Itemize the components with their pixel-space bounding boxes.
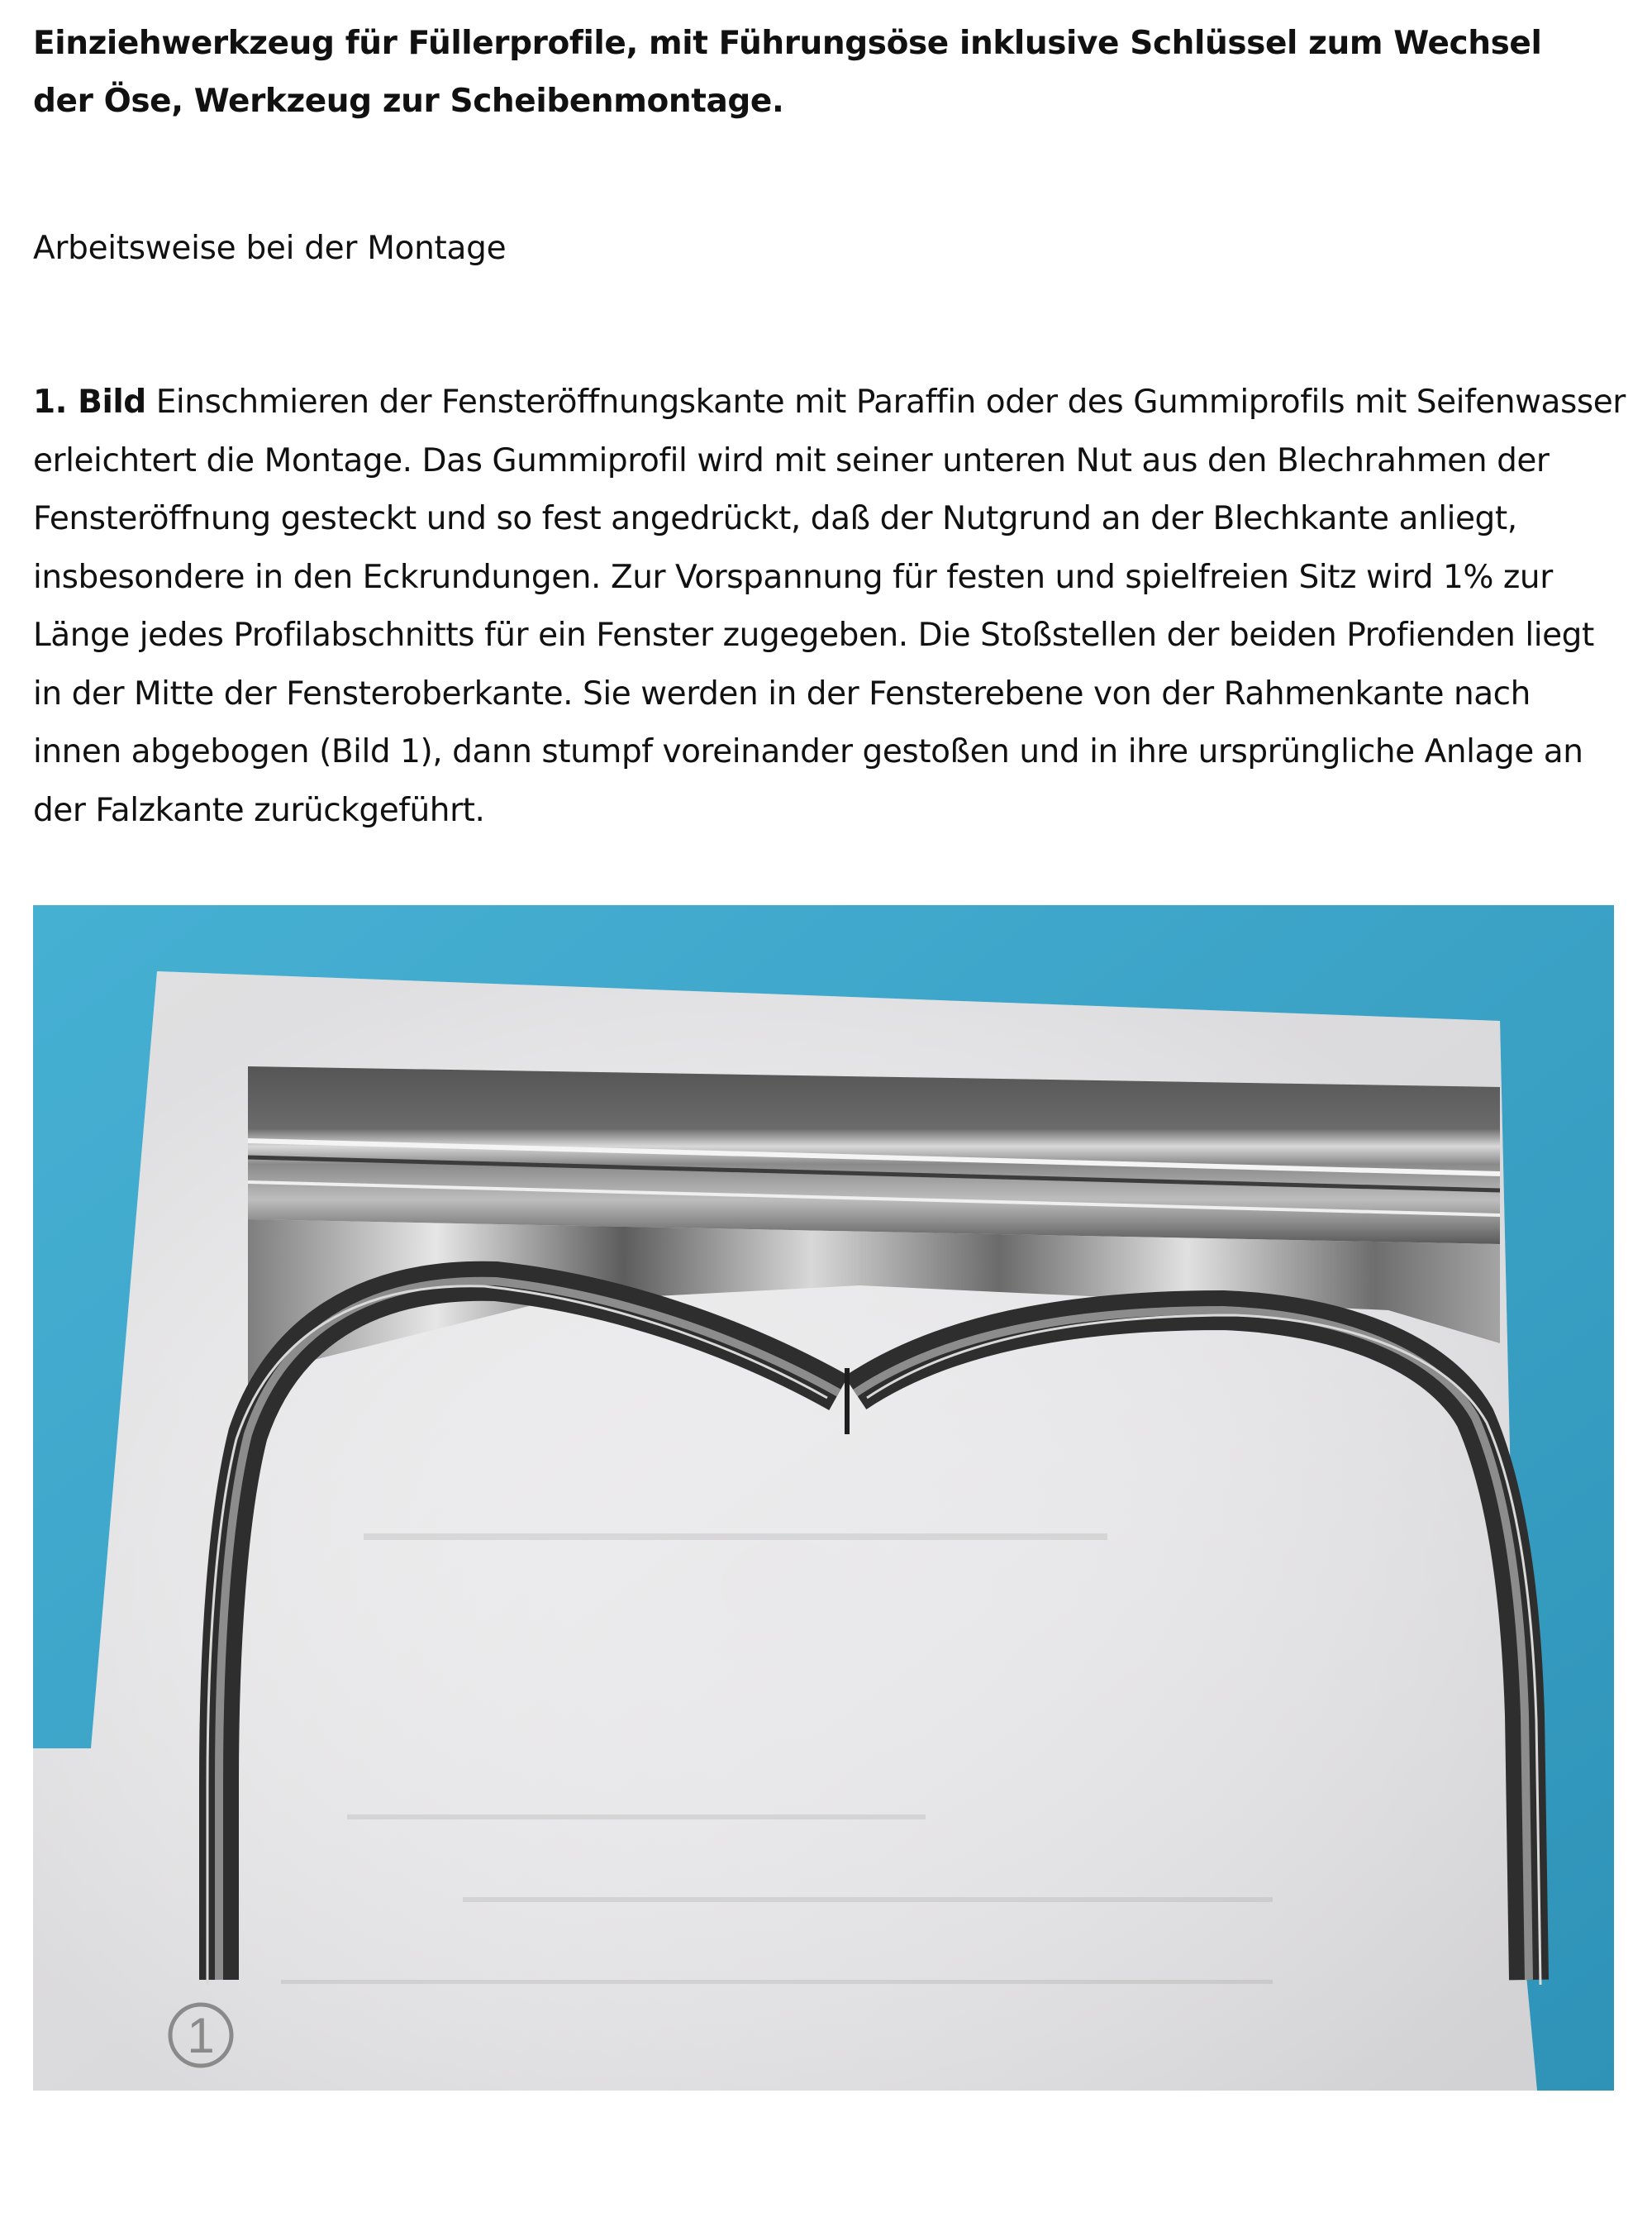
step-1-text: Einschmieren der Fensteröffnungskante mit Paraffin oder des Gummiprofils mit Seifenwasser erleichtert die Montage. Das Gummiprofil wird mit seiner unteren Nut aus den Blechrahmen der Fensteröffnung gesteckt und so fest angedrückt, daß der Nutgrund an der Blechkante anliegt, insbesondere in den Eckrundungen. Zur Vorspannung für festen und spielfreien Sitz wird 1% zur Länge jedes Profilabschnitts für ein Fenster zugegeben. Die Stoßstellen der beiden Profienden liegt in der Mitte der Fensteroberkante. Sie werden in der Fensterebene von der Rahmenkante nach innen abgebogen (Bild 1), dann stumpf voreinander gestoßen und in ihre ursprüngliche Anlage an der Falzkante zurückgeführt. xyxy=(33,384,1626,829)
figure-illustration xyxy=(33,905,1614,2091)
document-title: Einziehwerkzeug für Füllerprofile, mit Führungsöse inklusive Schlüssel zum Wechsel der Öse, Werkzeug zur Scheibenmontage. xyxy=(33,25,1542,120)
step-1-paragraph xyxy=(33,374,1628,840)
figure-photo-bild-1 xyxy=(33,905,1614,2091)
step-1-label: 1. Bild xyxy=(33,384,146,421)
section-heading: Arbeitsweise bei der Montage xyxy=(33,230,507,267)
figure-number: 1 xyxy=(187,2008,215,2063)
